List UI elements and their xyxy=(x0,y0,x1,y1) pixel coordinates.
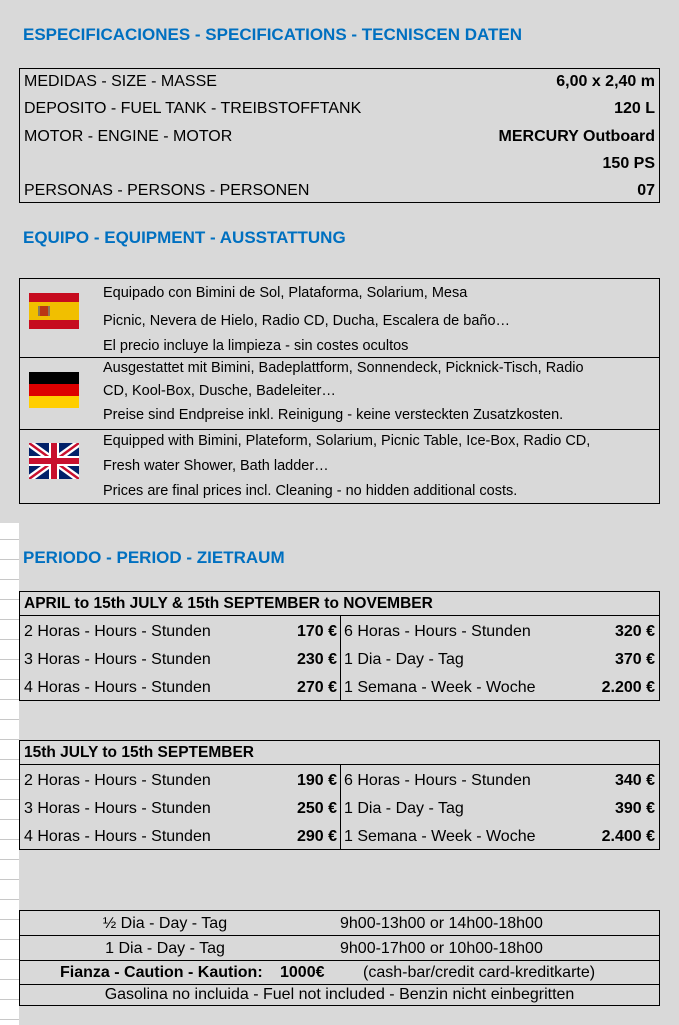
equipment-line: Equipped with Bimini, Plateform, Solarium, Picnic Table, Ice-Box, Radio CD, xyxy=(103,433,591,449)
spec-value: MERCURY Outboard xyxy=(498,128,655,145)
duration-label: 2 Horas - Hours - Stunden xyxy=(24,772,211,789)
equipment-line: Ausgestattet mit Bimini, Badeplattform, Sonnendeck, Picknick-Tisch, Radio xyxy=(103,360,584,376)
duration-label: 4 Horas - Hours - Stunden xyxy=(24,679,211,696)
price-row xyxy=(344,618,655,646)
equipment-line: Equipado con Bimini de Sol, Plataforma, Solarium, Mesa xyxy=(103,285,468,301)
price-row xyxy=(24,618,337,646)
equipment-line: Prices are final prices incl. Cleaning - no hidden additional costs. xyxy=(103,483,518,499)
equipment-text xyxy=(103,285,653,354)
column-divider xyxy=(340,616,341,700)
spec-label: MEDIDAS - SIZE - MASSE xyxy=(24,73,217,90)
equipment-row-de xyxy=(20,358,659,430)
rental-info-table xyxy=(19,910,660,1006)
column-divider xyxy=(340,765,341,849)
price-row xyxy=(24,674,337,702)
duration-label: 1 Semana - Week - Woche xyxy=(344,828,536,845)
price-value: 170 € xyxy=(296,623,337,640)
equipment-text xyxy=(103,433,653,499)
price-table-high-season xyxy=(19,740,660,850)
price-value: 270 € xyxy=(296,679,337,696)
info-row-half-day xyxy=(20,911,659,936)
price-value: 390 € xyxy=(614,800,655,817)
uk-flag-icon xyxy=(29,443,79,479)
spec-label: MOTOR - ENGINE - MOTOR xyxy=(24,128,233,145)
price-row xyxy=(24,795,337,823)
price-row xyxy=(344,646,655,674)
equipment-line: Fresh water Shower, Bath ladder… xyxy=(103,458,329,474)
price-table-header: APRIL to 15th JULY & 15th SEPTEMBER to NOVEMBER xyxy=(20,592,659,616)
equipment-line: CD, Kool-Box, Dusche, Badeleiter… xyxy=(103,383,336,399)
germany-flag-icon xyxy=(29,372,79,408)
spec-value: 150 PS xyxy=(602,155,655,172)
equipment-line: Picnic, Nevera de Hielo, Radio CD, Ducha, Escalera de baño… xyxy=(103,313,511,329)
info-row-fuel xyxy=(20,985,659,1005)
deposit-label: Fianza - Caution - Kaution: xyxy=(60,964,263,981)
price-table-low-season xyxy=(19,591,660,701)
half-day-hours: 9h00-13h00 or 14h00-18h00 xyxy=(340,915,543,932)
duration-label: 2 Horas - Hours - Stunden xyxy=(24,623,211,640)
deposit-note: (cash-bar/credit card-kreditkarte) xyxy=(363,964,596,981)
duration-label: 1 Dia - Day - Tag xyxy=(344,800,464,817)
spec-value: 120 L xyxy=(614,100,655,117)
price-value: 340 € xyxy=(614,772,655,789)
spec-value: 07 xyxy=(637,182,655,199)
equipment-row-es xyxy=(20,279,659,358)
deposit-amount: 1000€ xyxy=(280,964,325,981)
price-value: 290 € xyxy=(296,828,337,845)
spain-flag-icon xyxy=(29,293,79,329)
price-value: 2.200 € xyxy=(601,679,655,696)
duration-label: 3 Horas - Hours - Stunden xyxy=(24,651,211,668)
equipment-line: Preise sind Endpreise inkl. Reinigung - keine versteckten Zusatzkosten. xyxy=(103,407,564,423)
price-value: 320 € xyxy=(614,623,655,640)
price-value: 230 € xyxy=(296,651,337,668)
period-title: PERIODO - PERIOD - ZIETRAUM xyxy=(23,548,285,567)
equipment-table xyxy=(19,278,660,504)
price-row xyxy=(344,767,655,795)
price-value: 2.400 € xyxy=(601,828,655,845)
half-day-label: ½ Dia - Day - Tag xyxy=(102,915,228,932)
equipment-row-en xyxy=(20,430,659,505)
price-table-header: 15th JULY to 15th SEPTEMBER xyxy=(20,741,659,765)
price-row xyxy=(24,646,337,674)
spec-label: PERSONAS - PERSONS - PERSONEN xyxy=(24,182,310,199)
fuel-note: Gasolina no incluida - Fuel not included - Benzin nicht einbegritten xyxy=(104,986,575,1003)
full-day-label: 1 Dia - Day - Tag xyxy=(105,940,225,957)
full-day-hours: 9h00-17h00 or 10h00-18h00 xyxy=(340,940,543,957)
price-value: 190 € xyxy=(296,772,337,789)
price-value: 250 € xyxy=(296,800,337,817)
equipment-title: EQUIPO - EQUIPMENT - AUSSTATTUNG xyxy=(23,228,346,247)
equipment-text xyxy=(103,360,653,423)
duration-label: 6 Horas - Hours - Stunden xyxy=(344,772,531,789)
price-row xyxy=(24,823,337,851)
duration-label: 6 Horas - Hours - Stunden xyxy=(344,623,531,640)
spreadsheet-gutter xyxy=(0,523,19,1025)
specifications-title: ESPECIFICACIONES - SPECIFICATIONS - TECNISCEN DATEN xyxy=(23,25,523,44)
spec-value: 6,00 x 2,40 m xyxy=(556,73,655,90)
price-row xyxy=(344,674,655,702)
info-row-deposit xyxy=(20,961,659,985)
specifications-table xyxy=(19,68,660,203)
info-row-full-day xyxy=(20,936,659,961)
equipment-line: El precio incluye la limpieza - sin costes ocultos xyxy=(103,338,409,354)
duration-label: 3 Horas - Hours - Stunden xyxy=(24,800,211,817)
duration-label: 1 Dia - Day - Tag xyxy=(344,651,464,668)
spec-label: DEPOSITO - FUEL TANK - TREIBSTOFFTANK xyxy=(24,100,362,117)
price-row xyxy=(24,767,337,795)
price-value: 370 € xyxy=(614,651,655,668)
price-row xyxy=(344,795,655,823)
price-row xyxy=(344,823,655,851)
duration-label: 1 Semana - Week - Woche xyxy=(344,679,536,696)
duration-label: 4 Horas - Hours - Stunden xyxy=(24,828,211,845)
